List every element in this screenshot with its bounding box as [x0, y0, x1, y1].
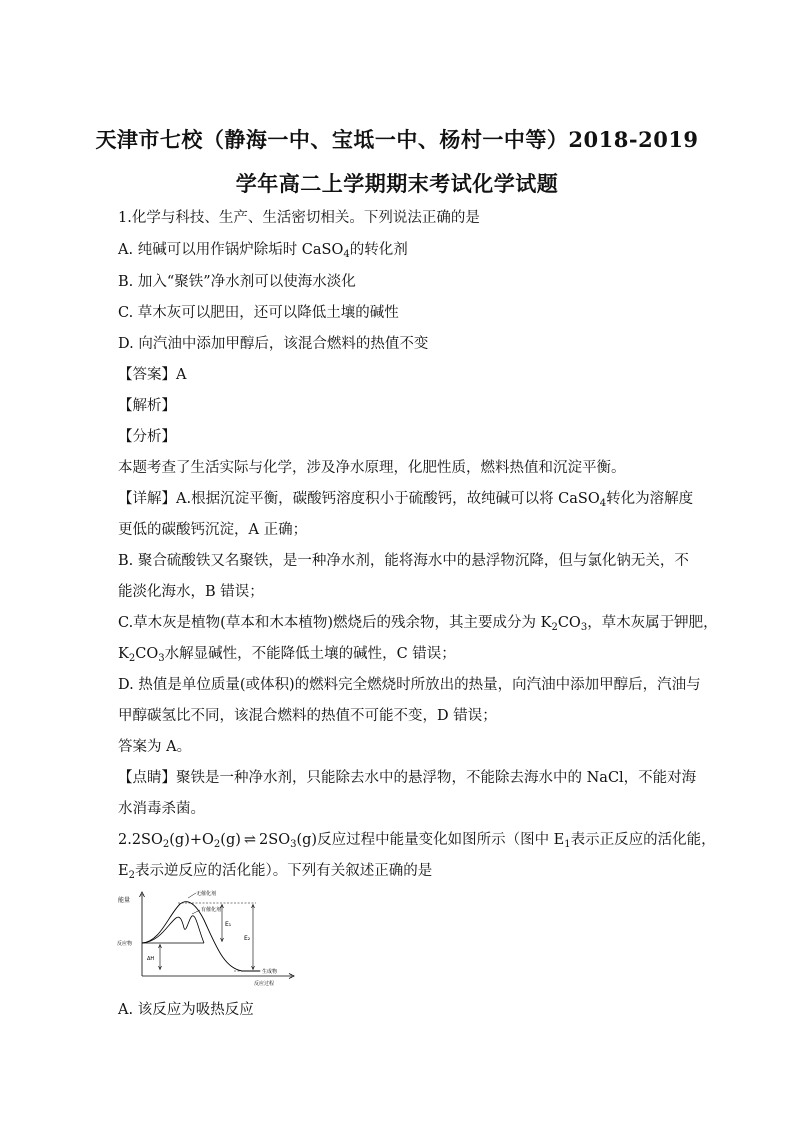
q1-option-c: C. 草木灰可以肥田，还可以降低土壤的碱性: [118, 305, 399, 321]
energy-diagram: [116, 888, 296, 990]
q1-detail-a-line1: 【详解】A.根据沉淀平衡，碳酸钙溶度积小于硫酸钙，故纯碱可以将 CaSO$_4$转化为溶解度: [118, 491, 694, 509]
q1-fenxi-text: 本题考查了生活实际与化学，涉及净水原理，化肥性质，燃料热值和沉淀平衡。: [118, 460, 626, 476]
catalyzed-label: 有催化剂: [201, 907, 222, 913]
q1-analysis-heading: 【解析】: [118, 398, 176, 414]
catalyzed-leader: [192, 910, 200, 914]
q1-dianjing-line1: 【点睛】聚铁是一种净水剂，只能除去水中的悬浮物，不能除去海水中的 NaCl，不能对海: [118, 770, 697, 786]
reactants-label: 反应物: [117, 941, 133, 947]
e1-label: E₁: [225, 921, 232, 928]
q1-detail-c-line1: C.草木灰是植物(草本和木本植物)燃烧后的残余物，其主要成分为 $K_2CO_3$，草木灰属于钾肥，: [118, 615, 718, 633]
q1-final-answer: 答案为 A。: [118, 739, 192, 755]
q1-option-d: D. 向汽油中添加甲醇后，该混合燃料的热值不变: [118, 336, 429, 352]
uncatalyzed-label: 无催化剂: [196, 891, 217, 897]
e2-label: E₂: [244, 935, 251, 942]
q1-option-b: B. 加入“聚铁”净水剂可以使海水淡化: [118, 274, 356, 290]
q2-stem-line2: $E_2$表示逆反应的活化能）。下列有关叙述正确的是: [118, 863, 433, 881]
document-title-line2: 学年高二上学期期末考试化学试题: [235, 171, 559, 196]
q1-detail-b-line2: 能淡化海水，B 错误；: [118, 584, 264, 600]
q1-detail-a-line2: 更低的碳酸钙沉淀，A 正确；: [118, 522, 308, 538]
q1-answer: 【答案】A: [118, 367, 187, 383]
q2-option-a: A. 该反应为吸热反应: [118, 1002, 254, 1018]
q2-stem-line1: $2.2SO_2(g)+O_2(g)$ ⇌ $2SO_3(g)$反应过程中能量变化如图所示（图中 $E_1$表示正反应的活化能，: [118, 832, 716, 850]
q1-option-a: A. 纯碱可以用作锅炉除垢时 CaSO$_4$的转化剂: [118, 242, 408, 260]
q1-stem: 1.化学与科技、生产、生活密切相关。下列说法正确的是: [118, 210, 480, 226]
q1-detail-d-line2: 甲醇碳氢比不同，该混合燃料的热值不可能不变，D 错误；: [118, 708, 497, 724]
document-title-line1: 天津市七校（静海一中、宝坻一中、杨村一中等）2018-2019: [95, 127, 699, 152]
q1-fenxi-heading: 【分析】: [118, 429, 176, 445]
catalyzed-curve: [142, 916, 204, 943]
equilibrium-arrow-icon: ⇌: [243, 832, 257, 848]
y-axis-label: 能量: [118, 897, 131, 904]
q1-detail-c-line2: $K_2CO_3$水解显碱性，不能降低土壤的碱性，C 错误；: [118, 646, 456, 664]
q1-detail-b-line1: B. 聚合硫酸铁又名聚铁，是一种净水剂，能将海水中的悬浮物沉降，但与氯化钠无关，不: [118, 553, 689, 569]
x-axis-label: 反应过程: [254, 981, 275, 987]
dh-label: ΔH: [147, 956, 155, 962]
products-label: 生成物: [262, 969, 278, 975]
uncatalyzed-leader: [188, 893, 196, 898]
q1-dianjing-line2: 水消毒杀菌。: [118, 801, 205, 817]
q1-detail-d-line1: D. 热值是单位质量(或体积)的燃料完全燃烧时所放出的热量，向汽油中添加甲醇后，汽油与: [118, 677, 701, 693]
